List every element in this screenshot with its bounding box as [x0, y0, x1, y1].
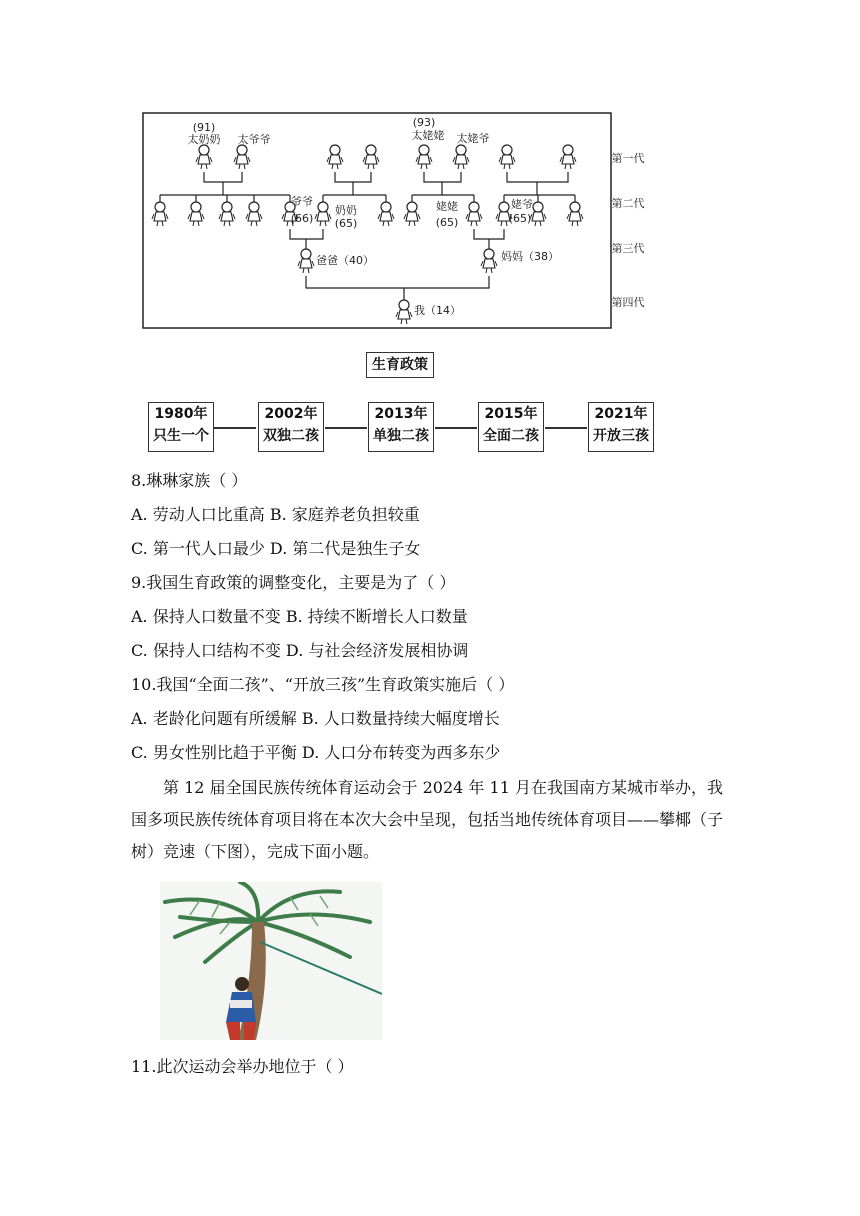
policy-timeline — [142, 346, 658, 458]
policy-item-2021 — [588, 402, 654, 452]
question-8-options-ab: A. 劳动人口比重高 B. 家庭养老负担较重 — [131, 505, 420, 524]
policy-label: 双独二孩 — [263, 428, 319, 444]
label-grandpa: 爷爷 — [291, 195, 313, 208]
label-grandma: 奶奶 — [335, 204, 357, 217]
policy-label: 只生一个 — [153, 428, 209, 444]
question-8-stem: 8.琳琳家族（ ） — [131, 471, 248, 490]
policy-year: 2021年 — [594, 406, 648, 422]
label-grandpa-age: (66) — [290, 212, 314, 225]
policy-year: 2015年 — [484, 406, 538, 422]
timeline-connector — [214, 427, 256, 429]
passage — [131, 772, 731, 868]
label-laolao: 姥姥 — [436, 200, 458, 213]
label-great-grandpa: 太爷爷 — [237, 133, 271, 146]
policy-label: 单独二孩 — [373, 428, 429, 444]
label-laoye-age: (65) — [508, 212, 532, 225]
question-10-options-ab: A. 老龄化问题有所缓解 B. 人口数量持续大幅度增长 — [131, 709, 500, 728]
coconut-climbing-photo — [160, 882, 382, 1040]
question-8-options-cd: C. 第一代人口最少 D. 第二代是独生子女 — [131, 539, 421, 558]
label-laoye: 姥爷 — [511, 198, 533, 211]
question-11-stem: 11.此次运动会举办地位于（ ） — [131, 1057, 354, 1076]
question-10-options-cd: C. 男女性别比趋于平衡 D. 人口分布转变为西多东少 — [131, 743, 501, 762]
family-tree-figure — [142, 112, 658, 330]
policy-year: 1980年 — [154, 406, 208, 422]
label-me: 我（14） — [414, 304, 461, 317]
timeline-connector — [325, 427, 367, 429]
generation-4-label: 第四代 — [611, 296, 645, 309]
policy-year: 2013年 — [374, 406, 428, 422]
label-great-grandma2-age: (93) — [412, 116, 436, 129]
policy-item-1980 — [148, 402, 214, 452]
policy-label: 全面二孩 — [483, 428, 539, 444]
label-great-grandma: 太奶奶 — [187, 133, 221, 146]
policy-item-2002 — [258, 402, 324, 452]
generation-1-label: 第一代 — [611, 152, 645, 165]
generation-3-label: 第三代 — [611, 242, 645, 255]
timeline-connector — [545, 427, 587, 429]
label-great-grandma2: 太姥姥 — [411, 129, 445, 142]
question-9-options-cd: C. 保持人口结构不变 D. 与社会经济发展相协调 — [131, 641, 469, 660]
question-9-options-ab: A. 保持人口数量不变 B. 持续不断增长人口数量 — [131, 607, 468, 626]
question-10-stem: 10.我国“全面二孩”、“开放三孩”生育政策实施后（ ） — [131, 675, 515, 694]
question-9-stem: 9.我国生育政策的调整变化，主要是为了（ ） — [131, 573, 456, 592]
label-grandma-age: (65) — [334, 217, 358, 230]
label-great-grandma-age: (91) — [192, 121, 216, 134]
label-father: 爸爸（40） — [316, 254, 374, 267]
policy-item-2015 — [478, 402, 544, 452]
label-great-grandpa2: 太姥爷 — [456, 132, 490, 145]
policy-title: 生育政策 — [366, 352, 434, 378]
generation-2-label: 第二代 — [611, 197, 645, 210]
policy-label: 开放三孩 — [593, 428, 649, 444]
label-laolao-age: (65) — [435, 216, 459, 229]
policy-item-2013 — [368, 402, 434, 452]
timeline-connector — [435, 427, 477, 429]
label-mother: 妈妈（38） — [501, 250, 559, 263]
passage-text: 第 12 届全国民族传统体育运动会于 2024 年 11 月在我国南方某城市举办，我国多项民族传统体育项目将在本次大会中呈现，包括当地传统体育项目——攀椰（子树）竞速（下图），完成下面小题。 — [131, 778, 724, 861]
policy-year: 2002年 — [264, 406, 318, 422]
